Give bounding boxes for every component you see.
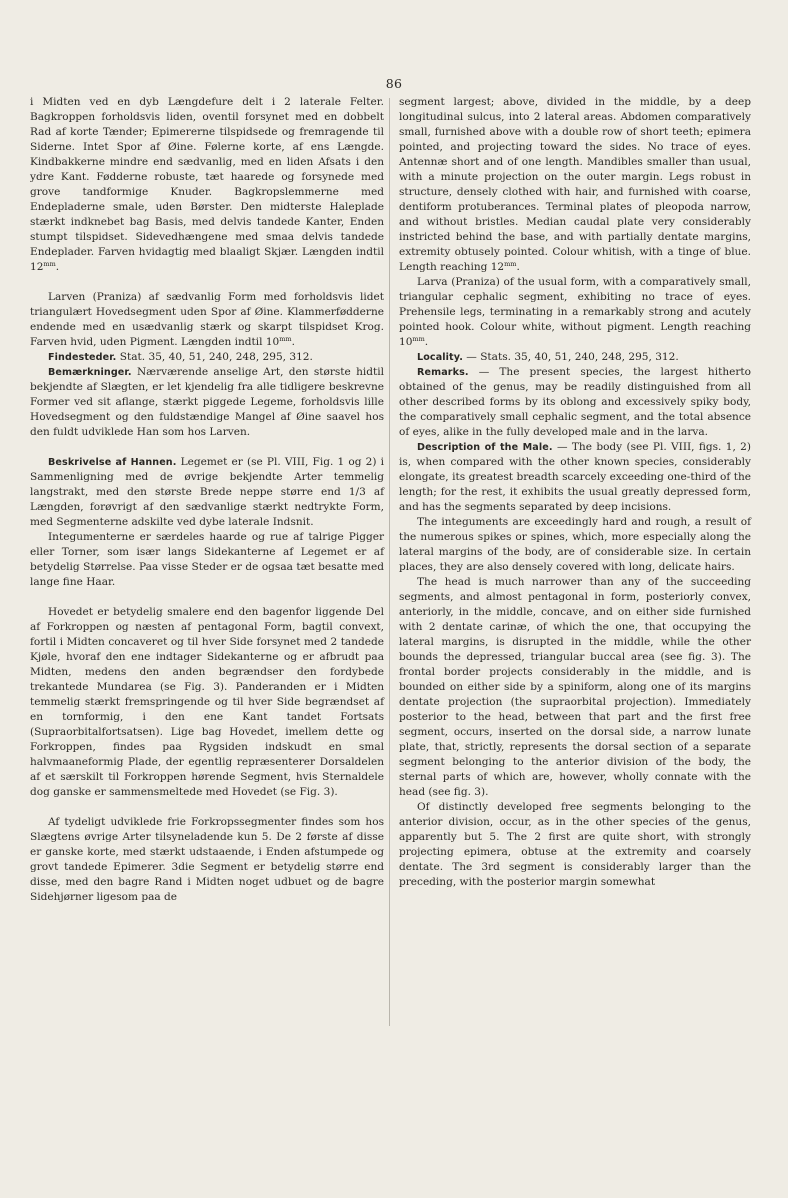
paragraph-diagnosis-male: i Midten ved en dyb Længdefure delt i 2 laterale Felter. Bagkroppen forholdsvis liden, oventil forsynet med en dobbelt Rad af korte Tænder; Epimererne tilspidsede og fremragende til Siderne. Intet Spor af Øine. Følerne korte, af ens Længde. Kindbakkerne mindre end sædvanlig, med en liden Afsats i den ydre Kant. Fødderne robuste, tæt haarede og forsynede med grove tandformige Knuder. Bagkropslemmerne med Endepladerne smale, uden Børster. Den midterste Haleplade stærkt indknebet bag Basis, med delvis tandede Kanter, Enden stumpt tilspidset. Sidevedhængene med smaa delvis tandede Endeplader. Farven hvidagtig med blaaligt Skjær. Længden indtil $12^{mm}$. bbox=[30, 96, 384, 273]
paragraph-diagnosis-larva: Larven (Praniza) af sædvanlig Form med forholdsvis lidet triangulært Hovedsegment uden Spor af Øine. Klammerfødderne endende med en usædvanlig stærk og skarpt tilspidset Krog. Farven hvid, uden Pigment. Længden indtil $10^{mm}$. bbox=[30, 291, 384, 348]
paragraph-head: The head is much narrower than any of the succeeding segments, and almost pentagonal in form, posteriorly convex, anteriorly, in the middle, concave, and on either side furnished with 2 dentate carinæ, of which the one, that occupying the lateral margins, is disrupted in the middle, while the other bounds the depressed, triangular buccal area (see fig. 3). The frontal border projects considerably in the middle, and is bounded on either side by a spiniform, along one of its margins dentate projection (the supraorbital projection). Immediately posterior to the head, between that part and the first free segment, occurs, inserted on the dorsal side, a narrow lunate plate, that, strictly, represents the dorsal section of a separate segment belonging to the anterior division of the body, the sternal parts of which are, however, wholly connate with the head (see fig. 3). bbox=[399, 576, 751, 798]
beskrivelse-heading: Beskrivelse af Hannen. bbox=[48, 457, 177, 468]
paragraph-bemaerkninger: Bemærkninger. Nærværende anselige Art, den største hidtil bekjendte af Slægten, er let kjendelig fra alle tidligere beskrevne Former ved sit aflange, stærkt piggede Legeme, forholdsvis lille Hovedsegment og den fuldstændige Mangel af Øine saavel hos den fuldt udviklede Han som hos Larven. bbox=[30, 366, 384, 438]
paragraph-forkropssegmenter: Af tydeligt udviklede frie Forkropssegmenter findes som hos Slægtens øvrige Arter tilsyneladende kun 5. De 2 første af disse er ganske korte, med stærkt udstaaende, i Enden afstumpede og grovt tandede Epimerer. 3die Segment er betydelig større end disse, med den bagre Rand i Midten noget udbuet og de bagre Sidehjørner ligesom paa de bbox=[30, 816, 384, 903]
column-divider bbox=[389, 98, 390, 1026]
locality-heading: Locality. bbox=[417, 352, 463, 363]
paragraph-remarks: Remarks. — The present species, the largest hitherto obtained of the genus, may be readily distinguished from all other described forms by its oblong and excessively spiky body, the comparatively small cephalic segment, and the total absence of eyes, alike in the fully developed male and in the larva. bbox=[399, 366, 751, 438]
description-heading: Description of the Male. bbox=[417, 442, 553, 453]
bemaerkninger-heading: Bemærkninger. bbox=[48, 367, 132, 378]
paragraph-locality: Locality. — Stats. 35, 40, 51, 240, 248, 295, 312. bbox=[417, 351, 679, 363]
paragraph-free-segments: Of distinctly developed free segments belonging to the anterior division, occur, as in the other species of the genus, apparently but 5. The 2 first are quite short, with strongly projecting epimera, obtuse at the extremity and coarsely dentate. The 3rd segment is considerably larger than the preceding, with the posterior margin somewhat bbox=[399, 801, 751, 888]
paragraph-beskrivelse: Beskrivelse af Hannen. Legemet er (se Pl. VIII, Fig. 1 og 2) i Sammenligning med de øvrige bekjendte Arter temmelig langstrakt, med den største Brede neppe større end 1/3 af Længden, forøvrigt af den sædvanlige stærkt nedtrykte Form, med Segmenterne adskilte ved dybe laterale Indsnit. bbox=[30, 456, 385, 528]
page-number: 86 bbox=[385, 76, 403, 91]
left-column-norwegian bbox=[30, 95, 384, 905]
findesteder-heading: Findesteder. bbox=[48, 352, 117, 363]
right-column-english bbox=[399, 95, 751, 890]
paragraph-description: Description of the Male. — The body (see Pl. VIII, figs. 1, 2) is, when compared with the other known species, considerably elongate, its greatest breadth scarcely exceeding one-third of the length; for the rest, it exhibits the usual greatly depressed form, and has the segments separated by deep incisions. bbox=[399, 441, 752, 513]
paragraph-integuments: The integuments are exceedingly hard and rough, a result of the numerous spikes or spines, which, more especially along the lateral margins of the body, are of considerable size. In certain places, they are also densely covered with long, delicate hairs. bbox=[399, 516, 751, 573]
paragraph-findesteder: Findesteder. Stat. 35, 40, 51, 240, 248, 295, 312. bbox=[48, 351, 313, 363]
remarks-heading: Remarks. bbox=[417, 367, 469, 378]
paragraph-hovedet: Hovedet er betydelig smalere end den bagenfor liggende Del af Forkroppen og næsten af pentagonal Form, bagtil convext, fortil i Midten concaveret og til hver Side forsynet med 2 tandede Kjøle, hvoraf den ene indtager Sidekanterne og er afbrudt paa Midten, medens den anden begrændser den fordybede trekantede Mundarea (se Fig. 3). Panderanden er i Midten temmelig stærkt fremspringende og til hver Side begrændset af en tornformig, i den ene Kant tandet Fortsats (Supraorbitalfortsatsen). Lige bag Hovedet, imellem dette og Forkroppen, findes paa Rygsiden indskudt en smal halvmaaneformig Plade, der egentlig repræsenterer Dorsaldelen af et særskilt til Forkroppen hørende Segment, hvis Sternaldele dog ganske er sammensmeltede med Hovedet (se Fig. 3). bbox=[30, 606, 384, 798]
paragraph-integumenterne: Integumenterne er særdeles haarde og rue af talrige Pigger eller Torner, som især langs Sidekanterne af Legemet er af betydelig Størrelse. Paa visse Steder er de ogsaa tæt besatte med lange fine Haar. bbox=[30, 531, 384, 588]
paragraph-diagnosis-male-en: segment largest; above, divided in the middle, by a deep longitudinal sulcus, into 2 lateral areas. Abdomen comparatively small, furnished above with a double row of short teeth; epimera pointed, and projecting toward the sides. No trace of eyes. Antennæ short and of one length. Mandibles smaller than usual, with a minute projection on the outer margin. Legs robust in structure, densely clothed with hair, and furnished with coarse, dentiform protuberances. Terminal plates of pleopoda narrow, and without bristles. Median caudal plate very considerably instricted behind the base, and with partially dentate margins, extremity obtusely pointed. Colour whitish, with a tinge of blue. Length reaching $12^{mm}$. bbox=[399, 96, 751, 273]
paragraph-diagnosis-larva-en: Larva (Praniza) of the usual form, with a comparatively small, triangular cephalic segment, exhibiting no trace of eyes. Prehensile legs, terminating in a remarkably strong and acutely pointed hook. Colour white, without pigment. Length reaching $10^{mm}$. bbox=[399, 276, 751, 348]
